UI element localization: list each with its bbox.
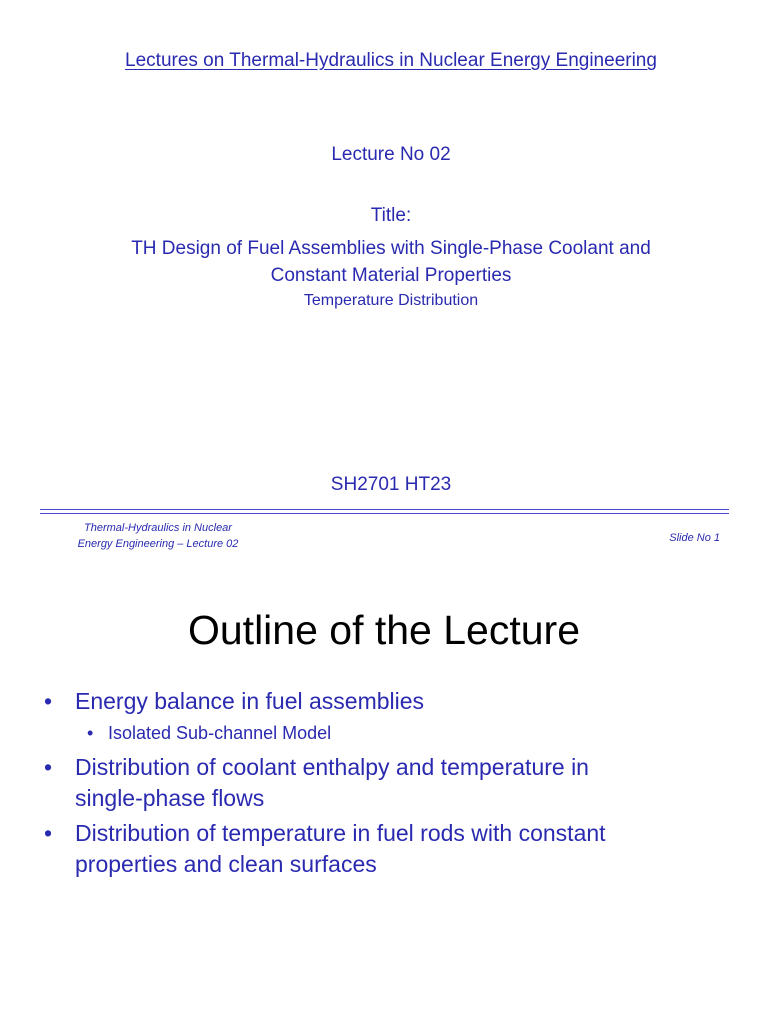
lecture-title <box>0 235 768 289</box>
outline-heading: Outline of the Lecture <box>187 607 581 653</box>
footer-divider-top <box>40 509 729 510</box>
lecture-number: Lecture No 02 <box>331 144 451 165</box>
bullet-dot-icon: • <box>44 820 53 846</box>
bullet-item <box>40 818 740 880</box>
bullet-text-line-2: single-phase flows <box>75 785 265 811</box>
bullet-item <box>40 752 740 814</box>
outline-bullet-list <box>40 686 740 884</box>
bullet-text: Energy balance in fuel assemblies <box>75 688 425 714</box>
sub-bullet-item <box>40 721 740 745</box>
lecture-title-line-1: TH Design of Fuel Assemblies with Single-Phase Coolant and <box>131 238 651 259</box>
bullet-dot-icon: • <box>44 754 53 780</box>
bullet-item <box>40 686 740 717</box>
footer-course-name-line-1: Thermal-Hydraulics in Nuclear <box>84 522 232 534</box>
lecture-subtitle: Temperature Distribution <box>303 292 479 309</box>
bullet-text-line-1: Distribution of coolant enthalpy and temperature in <box>75 754 589 780</box>
bullet-dot-icon: • <box>44 688 53 714</box>
course-code: SH2701 HT23 <box>330 474 452 495</box>
footer-course-name-line-2: Energy Engineering – Lecture 02 <box>77 538 239 550</box>
sub-bullet-text: Isolated Sub-channel Model <box>108 723 332 743</box>
footer-divider-bottom <box>40 513 729 514</box>
outline-slide <box>0 560 768 1024</box>
lecture-title-line-2: Constant Material Properties <box>270 265 512 286</box>
bullet-dot-icon: • <box>87 723 94 743</box>
bullet-text-line-2: properties and clean surfaces <box>75 851 377 877</box>
slide-number: Slide No 1 <box>669 532 720 544</box>
bullet-text-line-1: Distribution of temperature in fuel rods with constant <box>75 820 606 846</box>
title-label: Title: <box>370 205 412 226</box>
footer-course-name <box>58 520 258 552</box>
course-title-link[interactable]: Lectures on Thermal-Hydraulics in Nuclear Energy Engineering <box>125 50 657 71</box>
